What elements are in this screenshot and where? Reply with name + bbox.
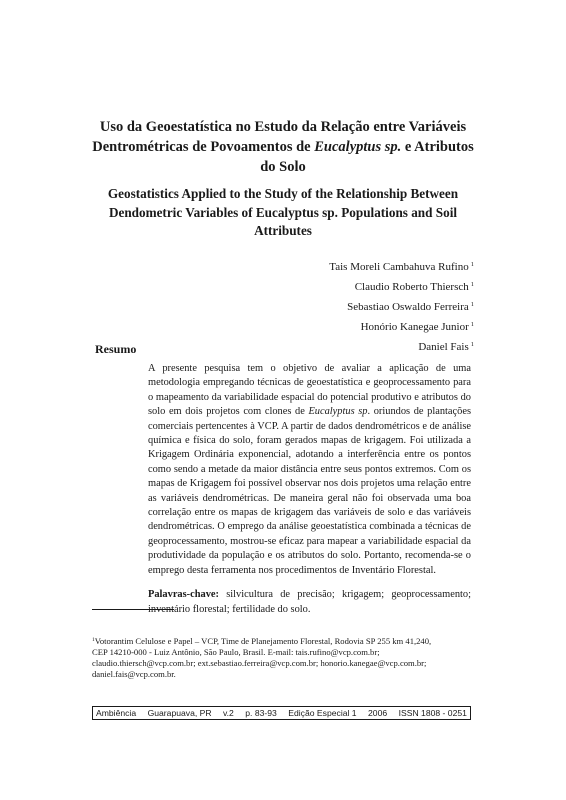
- author-affiliation-mark: 1: [470, 301, 474, 308]
- author-affiliation-mark: 1: [470, 321, 474, 328]
- author-name: Tais Moreli Cambahuva Rufino: [329, 261, 469, 273]
- abstract-text-b: . oriundos de plantações comerciais pertencentes à VCP. A partir de dados dendrométricos e de análise química e física do solo, foram gerados mapas de krigagem. Foi utilizada a Krigagem Ordinária exponencial, adotando a interferência entre os pontos como sendo a metade da maior distância entre seus pontos extremos. Com os mapas de Krigagem foi possível observar nos dois projetos uma relação entre as variáveis dendrométricas. De maneira geral não foi observada uma boa correlação entre os mapas de krigagem das variáveis de solo e das variáveis dendrométricas. O emprego da análise geoestatística combinada a técnicas de geoprocessamento, mostrou-se eficaz para mapear a variabilidade espacial da produtividade da população e os atributos do solo. Portanto, recomenda-se o emprego desta ferramenta nos procedimentos de Inventário Florestal.: [148, 406, 471, 576]
- title-portuguese: [80, 117, 486, 177]
- keywords-text: silvicultura de precisão; krigagem; geoprocessamento; inventário florestal; fertilidade do solo.: [148, 589, 471, 615]
- author: [214, 296, 474, 316]
- title-pt-line-3: do Solo: [260, 159, 306, 175]
- affiliation-footnote: [92, 635, 472, 680]
- title-pt-line-1: Uso da Geoestatística no Estudo da Relação entre Variáveis: [99, 119, 467, 135]
- author-name: Daniel Fais: [418, 341, 469, 353]
- footnote-line-2: CEP 14210-000 - Luiz Antônio, São Paulo, Brasil. E-mail: tais.rufino@vcp.com.br;: [92, 647, 380, 657]
- author: [214, 276, 474, 296]
- keywords-label: Palavras-chave:: [148, 589, 219, 601]
- footnote-separator: [92, 609, 174, 610]
- abstract-species: Eucalyptus sp: [308, 406, 368, 418]
- footnote-line-1: [92, 635, 472, 647]
- author-name: Honório Kanegae Junior: [360, 321, 469, 333]
- abstract-text-a: A presente pesquisa tem o objetivo de avaliar a aplicação de uma metodologia empregando técnicas de geoestatística e geoprocessamento para o mapeamento da variabilidade espacial do potencial produtivo e atributos do solo em dois projetos com clones de: [148, 363, 471, 418]
- title-en-line-2: Dendometric Variables of Eucalyptus sp. Populations and Soil: [108, 204, 458, 220]
- footer-city: Guarapuava, PR: [147, 708, 212, 718]
- title-pt-species: Eucalyptus sp.: [314, 139, 402, 155]
- abstract-heading: Resumo: [95, 342, 137, 356]
- keywords-paragraph: [148, 588, 471, 617]
- author-affiliation-mark: 1: [470, 341, 474, 348]
- title-pt-line-2: [80, 137, 486, 157]
- title-en-line-1: Geostatistics Applied to the Study of the Relationship Between: [107, 186, 459, 201]
- footnote-line-1-text: Votorantim Celulose e Papel – VCP, Time de Planejamento Florestal, Rodovia SP 255 km 41,240,: [94, 636, 432, 646]
- title-pt-line-2-pre: Dentrométricas de Povoamentos de: [92, 139, 315, 155]
- footer-pages: p. 83-93: [245, 708, 277, 718]
- author: [214, 336, 474, 356]
- title-en-line-3: Attributes: [254, 223, 312, 238]
- author-affiliation-mark: 1: [470, 261, 474, 268]
- title-pt-line-2-post: e Atributos: [401, 139, 474, 155]
- footer-journal: Ambiência: [96, 708, 137, 718]
- author-name: Sebastiao Oswaldo Ferreira: [347, 301, 469, 313]
- abstract-paragraph: [148, 362, 471, 578]
- author-affiliation-mark: 1: [470, 281, 474, 288]
- journal-footer: [92, 706, 471, 720]
- author: [214, 316, 474, 336]
- author-list: [214, 256, 474, 356]
- footnote-line-4: daniel.fais@vcp.com.br.: [92, 669, 176, 679]
- footer-year: 2006: [368, 708, 388, 718]
- footer-volume: v.2: [223, 708, 234, 718]
- author-name: Claudio Roberto Thiersch: [354, 281, 469, 293]
- footer-edition: Edição Especial 1: [288, 708, 357, 718]
- author: [214, 256, 474, 276]
- footnote-line-3: claudio.thiersch@vcp.com.br; ext.sebastiao.ferreira@vcp.com.br; honorio.kanegae@vcp.com.br;: [92, 658, 427, 668]
- footer-issn: ISSN 1808 - 0251: [398, 708, 467, 718]
- footnote-mark: 1: [92, 637, 95, 643]
- title-english: [80, 185, 486, 241]
- abstract-body: [148, 362, 471, 627]
